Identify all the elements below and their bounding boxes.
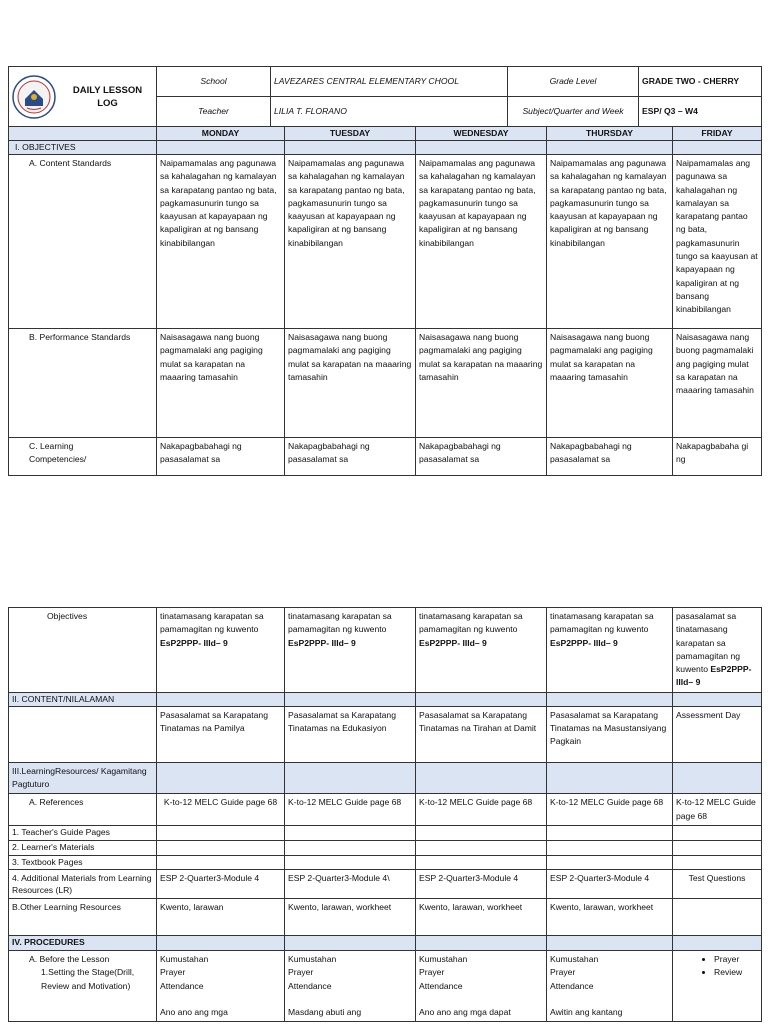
section-blank (547, 141, 673, 155)
section-blank (547, 692, 673, 706)
section-blank (673, 935, 762, 950)
content-monday: Pasasalamat sa Karapatang Tinatamas na Pamilya (157, 706, 285, 762)
additional-materials-thursday: ESP 2-Quarter3-Module 4 (547, 869, 673, 898)
setting-stage-label: 1.Setting the Stage(Drill, Review and Motivation) (41, 967, 135, 991)
learning-competencies-monday: Nakapagbabahagi ng pasasalamat sa (157, 438, 285, 476)
content-standards-tuesday: Naipamamalas ang pagunawa sa kahalagahan ng kamalayan sa karapatang pantao ng bata, pagkamasunurin tungo sa kaayusan at kapayapaan ng kapaligiran at ng bansang kinabibilangan (285, 155, 416, 329)
before-lesson-friday (673, 950, 762, 1021)
lesson-log-table-1-body (8, 126, 762, 476)
content-label-blank (9, 706, 157, 762)
additional-materials-wednesday: ESP 2-Quarter3-Module 4 (416, 869, 547, 898)
section-blank (285, 692, 416, 706)
section-blank (416, 141, 547, 155)
other-resources-thursday: Kwento, larawan, workheet (547, 898, 673, 935)
day-header-wednesday: WEDNESDAY (416, 127, 547, 141)
objectives-monday: tinatamasang karapatan sa pamamagitan ng kuwento EsP2PPP- IIId– 9 (157, 608, 285, 693)
section-blank (285, 935, 416, 950)
before-lesson-label (9, 950, 157, 1021)
subject-quarter-value: ESP/ Q3 – W4 (639, 97, 762, 127)
objectives-continued-label: Objectives (9, 608, 157, 693)
section-blank (416, 692, 547, 706)
teachers-guide-friday (673, 825, 762, 840)
additional-materials-tuesday: ESP 2-Quarter3-Module 4\ (285, 869, 416, 898)
school-label: School (157, 67, 271, 97)
learning-competencies-wednesday: Nakapagbabahagi ng pasasalamat sa (416, 438, 547, 476)
section-blank (416, 935, 547, 950)
textbook-pages-tuesday (285, 855, 416, 869)
lesson-log-table-1 (8, 66, 762, 127)
content-tuesday: Pasasalamat sa Karapatang Tinatamas na Edukasiyon (285, 706, 416, 762)
section-blank (673, 141, 762, 155)
learning-competencies-friday: Nakapagbabaha gi ng (673, 438, 762, 476)
section-blank (157, 762, 285, 794)
other-resources-monday: Kwento, larawan (157, 898, 285, 935)
section-blank (157, 692, 285, 706)
objectives-wednesday: tinatamasang karapatan sa pamamagitan ng kuwento EsP2PPP- IIId– 9 (416, 608, 547, 693)
section-procedures: IV. PROCEDURES (9, 935, 157, 950)
additional-materials-friday: Test Questions (673, 869, 762, 898)
textbook-pages-monday (157, 855, 285, 869)
day-header-blank (9, 127, 157, 141)
content-thursday: Pasasalamat sa Karapatang Tinatamas na Masustansiyang Pagkain (547, 706, 673, 762)
list-item: • Review (714, 966, 758, 979)
performance-standards-wednesday: Naisasagawa nang buong pagmamalaki ang pagiging mulat sa karapatan na maaaring tamasahin (416, 329, 547, 438)
section-objectives: I. OBJECTIVES (9, 141, 157, 155)
day-header-tuesday: TUESDAY (285, 127, 416, 141)
day-header-friday: FRIDAY (673, 127, 762, 141)
header-title-cell (9, 67, 157, 127)
other-resources-wednesday: Kwento, larawan, workheet (416, 898, 547, 935)
content-wednesday: Pasasalamat sa Karapatang Tinatamas na Tirahan at Damit (416, 706, 547, 762)
subject-quarter-label: Subject/Quarter and Week (508, 97, 639, 127)
section-content: II. CONTENT/NILALAMAN (9, 692, 157, 706)
content-standards-thursday: Naipamamalas ang pagunawa sa kahalagahan ng kamalayan sa karapatang pantao ng bata, pagkamasunurin tungo sa kaayusan at kapayapaan ng kapaligiran at ng bansang kinabibilangan (547, 155, 673, 329)
content-standards-friday: Naipamamalas ang pagunawa sa kahalagahan ng kamalayan sa karapatang pantao ng bata, pagkamasunurin tungo sa kaayusan at kapayapaan ng kapaligiran at ng bansang kinabibilangan (673, 155, 762, 329)
content-friday: Assessment Day (673, 706, 762, 762)
additional-materials-monday: ESP 2-Quarter3-Module 4 (157, 869, 285, 898)
performance-standards-label: B. Performance Standards (9, 329, 157, 438)
teachers-guide-label: 1. Teacher's Guide Pages (9, 825, 157, 840)
teachers-guide-thursday (547, 825, 673, 840)
learning-competencies-tuesday: Nakapagbabahagi ng pasasalamat sa (285, 438, 416, 476)
learners-materials-monday (157, 840, 285, 855)
page-title: DAILY LESSON LOG (72, 84, 143, 109)
section-blank (673, 692, 762, 706)
content-standards-monday: Naipamamalas ang pagunawa sa kahalagahan ng kamalayan sa karapatang pantao ng bata, pagkamasunurin tungo sa kaayusan at kapayapaan ng kapaligiran at ng bansang kinabibilangan (157, 155, 285, 329)
objectives-tuesday: tinatamasang karapatan sa pamamagitan ng kuwento EsP2PPP- IIId– 9 (285, 608, 416, 693)
day-header-thursday: THURSDAY (547, 127, 673, 141)
section-blank (673, 762, 762, 794)
section-blank (547, 935, 673, 950)
textbook-pages-thursday (547, 855, 673, 869)
performance-standards-friday: Naisasagawa nang buong pagmamalaki ang pagiging mulat sa karapatan na maaaring tamasahin (673, 329, 762, 438)
other-resources-label: B.Other Learning Resources (9, 898, 157, 935)
learning-competencies-thursday: Nakapagbabahagi ng pasasalamat sa (547, 438, 673, 476)
learners-materials-wednesday (416, 840, 547, 855)
teacher-label: Teacher (157, 97, 271, 127)
other-resources-tuesday: Kwento, larawan, workheet (285, 898, 416, 935)
learning-competencies-label: C. Learning Competencies/ (9, 438, 157, 476)
before-lesson-tuesday: Kumustahan Prayer Attendance Masdang abuti ang (285, 950, 416, 1021)
section-blank (416, 762, 547, 794)
teachers-guide-monday (157, 825, 285, 840)
day-header-monday: MONDAY (157, 127, 285, 141)
lesson-log-table-2 (8, 607, 762, 1022)
references-tuesday: K-to-12 MELC Guide page 68 (285, 794, 416, 826)
learners-materials-friday (673, 840, 762, 855)
textbook-pages-wednesday (416, 855, 547, 869)
references-monday: K-to-12 MELC Guide page 68 (157, 794, 285, 826)
content-standards-wednesday: Naipamamalas ang pagunawa sa kahalagahan ng kamalayan sa karapatang pantao ng bata, pagkamasunurin tungo sa kaayusan at kapayapaan ng kapaligiran at ng bansang kinabibilangan (416, 155, 547, 329)
teachers-guide-wednesday (416, 825, 547, 840)
school-value: LAVEZARES CENTRAL ELEMENTARY CHOOL (271, 67, 508, 97)
section-learning-resources: III.LearningResources/ Kagamitang Pagtuturo (9, 762, 157, 794)
references-wednesday: K-to-12 MELC Guide page 68 (416, 794, 547, 826)
content-standards-label: A. Content Standards (9, 155, 157, 329)
teacher-value: LILIA T. FLORANO (271, 97, 508, 127)
additional-materials-label: 4. Additional Materials from Learning Resources (LR) (9, 869, 157, 898)
list-item: • Prayer (714, 953, 758, 966)
before-lesson-wednesday: Kumustahan Prayer Attendance Ano ano ang mga dapat (416, 950, 547, 1021)
performance-standards-tuesday: Naisasagawa nang buong pagmamalaki ang pagiging mulat sa karapatan na maaaring tamasahin (285, 329, 416, 438)
before-lesson-monday: Kumustahan Prayer Attendance Ano ano ang mga (157, 950, 285, 1021)
references-thursday: K-to-12 MELC Guide page 68 (547, 794, 673, 826)
section-blank (285, 141, 416, 155)
section-blank (547, 762, 673, 794)
performance-standards-thursday: Naisasagawa nang buong pagmamalaki ang pagiging mulat sa karapatan na maaaring tamasahin (547, 329, 673, 438)
objectives-thursday: tinatamasang karapatan sa pamamagitan ng kuwento EsP2PPP- IIId– 9 (547, 608, 673, 693)
objectives-friday: pasasalamat sa tinatamasang karapatan sa pamamagitan ng kuwento EsP2PPP- IIId– 9 (673, 608, 762, 693)
learners-materials-tuesday (285, 840, 416, 855)
references-label: A. References (9, 794, 157, 826)
textbook-pages-label: 3. Textbook Pages (9, 855, 157, 869)
other-resources-friday (673, 898, 762, 935)
section-blank (157, 935, 285, 950)
textbook-pages-friday (673, 855, 762, 869)
references-friday: K-to-12 MELC Guide page 68 (673, 794, 762, 826)
before-lesson-title: A. Before the Lesson (29, 953, 110, 964)
grade-level-label: Grade Level (508, 67, 639, 97)
learners-materials-thursday (547, 840, 673, 855)
section-blank (285, 762, 416, 794)
teachers-guide-tuesday (285, 825, 416, 840)
learners-materials-label: 2. Learner's Materials (9, 840, 157, 855)
before-lesson-thursday: Kumustahan Prayer Attendance Awitin ang kantang (547, 950, 673, 1021)
grade-level-value: GRADE TWO - CHERRY (639, 67, 762, 97)
section-blank (157, 141, 285, 155)
performance-standards-monday: Naisasagawa nang buong pagmamalaki ang pagiging mulat sa karapatan na maaaring tamasahin (157, 329, 285, 438)
deped-seal-icon (12, 75, 56, 119)
